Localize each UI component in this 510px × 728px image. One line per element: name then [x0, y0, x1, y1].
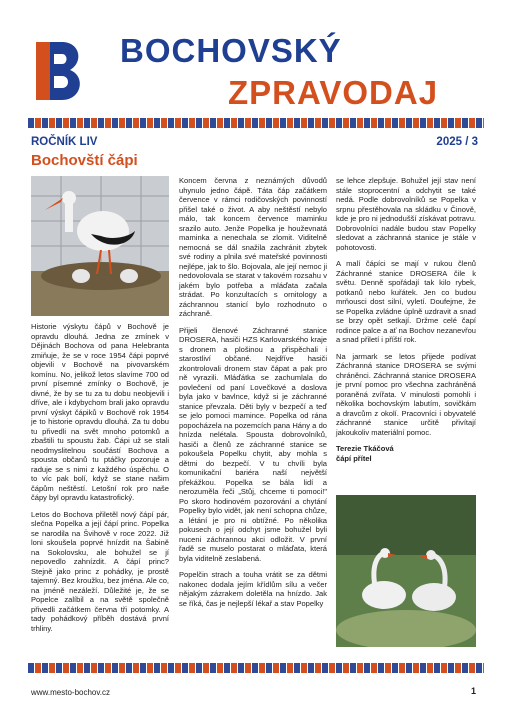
article-paragraph: Na jarmark se letos přijede podívat Záchranná stanice DROSERA se svými chráněnci. Záchranná stanice DROSERA je první pomoc pro všechna zachráněná poraněná zvířata. V minulosti pomohli i několika bochovským labutím, sovičkám a dravcům z okolí. Pracovníci i obyvatelé záchranné stanice určitě přivítají jakoukoliv materiální pomoc.: [336, 351, 476, 437]
article-paragraph: Popelčin strach a touha vrátit se za dětmi nakonec dodala jejím křídlům sílu a večer nějakým zázrakem doletěla na hnízdo. Jak se říká, čas je nejlepší lékař a stav Popelky: [179, 570, 327, 608]
article-column-2: [179, 176, 327, 615]
issue-volume: ROČNÍK LIV: [31, 136, 98, 148]
article-paragraph: Přijeli členové Záchranné stanice DROSERA, hasiči HZS Karlovarského kraje s dronem a plošinou a přispěchali i starostliví občané. Nejdříve hasiči zkontrolovali dronem stav čápat a pak pro ně vyrazili. Mláďátka se zachumlala do povlečení od paní Lovečkové a doslova byla jako v bavlnce, když si je záchranné stanice převzala. Děti byly v bezpečí a teď se jelo pomoci mamince. Popelka od rána popocházela na pozemcích pana Hány a do hnízda nelétala. Spousta dobrovolníků, hasiči a členů ze záchranné stanice se pokoušela Popelku chytit, aby mohla s dětmi do bezpečí. V tu chvíli byla komunikační bariéra naší největší překážkou. Popelka se bála lidí a nerozuměla řeči „Stůj, chceme ti pomoci!" Po skoro hodinovém pozorování a chytání Popelky bylo vidět, jak není schopna chůze, a létání je pro ni obtížné. Po několika pokusech o její odchyt jsme bohužel byli nuceni záchrannou akci odložit. V první řadě se muselo postarat o mláďata, která byla viditelně zeslabená.: [179, 325, 327, 563]
decorative-stripe-top: [28, 118, 484, 128]
decorative-stripe-bottom: [28, 663, 484, 673]
issue-number: 2025 / 3: [436, 136, 478, 148]
rescued-birds-photo: [336, 495, 476, 647]
author-name: Terezie Tkáčová: [336, 444, 394, 453]
stork-nest-photo: [31, 176, 169, 316]
article-paragraph: Koncem června z neznámých důvodů uhynulo jedno čápě. Táta čáp začátkem července v rámci rodičovských povinností přišel také o život. A aby neštěstí nebylo málo, tak koncem července maminku srazilo auto. Jenže Popelka je houževnatá maminka a nenechala se zlomit. Viditelně nemocná se dál snažila zachránit zbytek své rodiny a plnila své mateřské povinnosti nejlépe, jak to šlo. Bojovala, ale její nemoc ji nedovolovala se starat v takovém rozsahu v jakém bylo potřeba a mláďata začala strádat. Po konzultacích s ornitology a záchrannou stanicí bylo rozhodnuto o záchraně.: [179, 176, 327, 318]
article-paragraph: Letos do Bochova přiletěl nový čápí pár, slečna Popelka a její čápí princ. Popelka se narodila na Švihově v roce 2022. Již loni skoušela poprvé hnízdit na Šabině na Sokolovsku, ale bohužel se jí nepovedlo zahnízdit. A čápí princ? Stejně jako princ z pohádky, je prostě tajemný. Bez kroužku, bez jména. Ale co, na jméně nezáleží. Důležité je, že se Popelce zalíbil a na světě společně přivedli začátkem června tři potomky. A tady pohádkový příběh dostává první trhliny.: [31, 509, 170, 633]
footer-website-link[interactable]: www.mesto-bochov.cz: [31, 688, 110, 697]
article-paragraph: Historie výskytu čápů v Bochově je opravdu dlouhá. Jedna ze zmínek v Dějinách Bochova od pana Helebranta zmiňuje, že se v roce 1954 čápi poprvé objevili v Bochově na pivovarském komínu. No, jelikož letos slavíme 700 od první písemné zmínky o Bochově, je divné, že by se tu za tu dobu neobjevili i dříve, ale i kdybychom brali jako opravdu první výskyt čápiků v Bochově rok 1954 je to historie opravdu dlouhá. Za tu dobu tu přivedli na svět mnoho potomků a zbaštili tu spoustu žab. Čápi už se stali neodmyslitelnou součástí Bochova a spousta občanů tu ptáčky pozoruje a raduje se s nimi z každého úspěchu. O to víc pak bolí, když se stane našim čápům neštěstí. Letošní rok pro naše čápy byl opravdu katastrofický.: [31, 322, 169, 502]
article-column-3: [336, 176, 476, 463]
author-role: čápí přítel: [336, 453, 372, 463]
article-column-1: [31, 322, 169, 640]
page-number: 1: [470, 686, 476, 696]
article-title: Bochovští čápi: [31, 152, 138, 169]
article-paragraph: A malí čápíci se mají v rukou členů Záchranné stanice DROSERA čile k světu. Denně spořádají tak kilo rybek, potkanů nebo kuřátek. Jen co budou mrňousci dost silní, vyletí. Doufejme, že se Popelka zvládne úplně uzdravit a snad se brzy opět setkají. Držme celé čapí rodince palce a ať na Bochov nezanevřou a snad přiletí i příští rok.: [336, 259, 476, 344]
masthead-title-line1: BOCHOVSKÝ: [120, 32, 342, 69]
article-paragraph: se lehce zlepšuje. Bohužel její stav není stále stoprocentní a odchytit se také nedá. Podle dobrovolníků se Popelka v srpnu přestěhovala na skládku v Činově, kde je pro ni jednodušší získávat potravu. Dobrovolníci nadále budou stav Popelky sledovat a záchranná stanice je stále v pohotovosti.: [336, 176, 476, 252]
bochov-logo-icon: [28, 38, 98, 108]
masthead-title-line2: ZPRAVODAJ: [228, 74, 439, 111]
